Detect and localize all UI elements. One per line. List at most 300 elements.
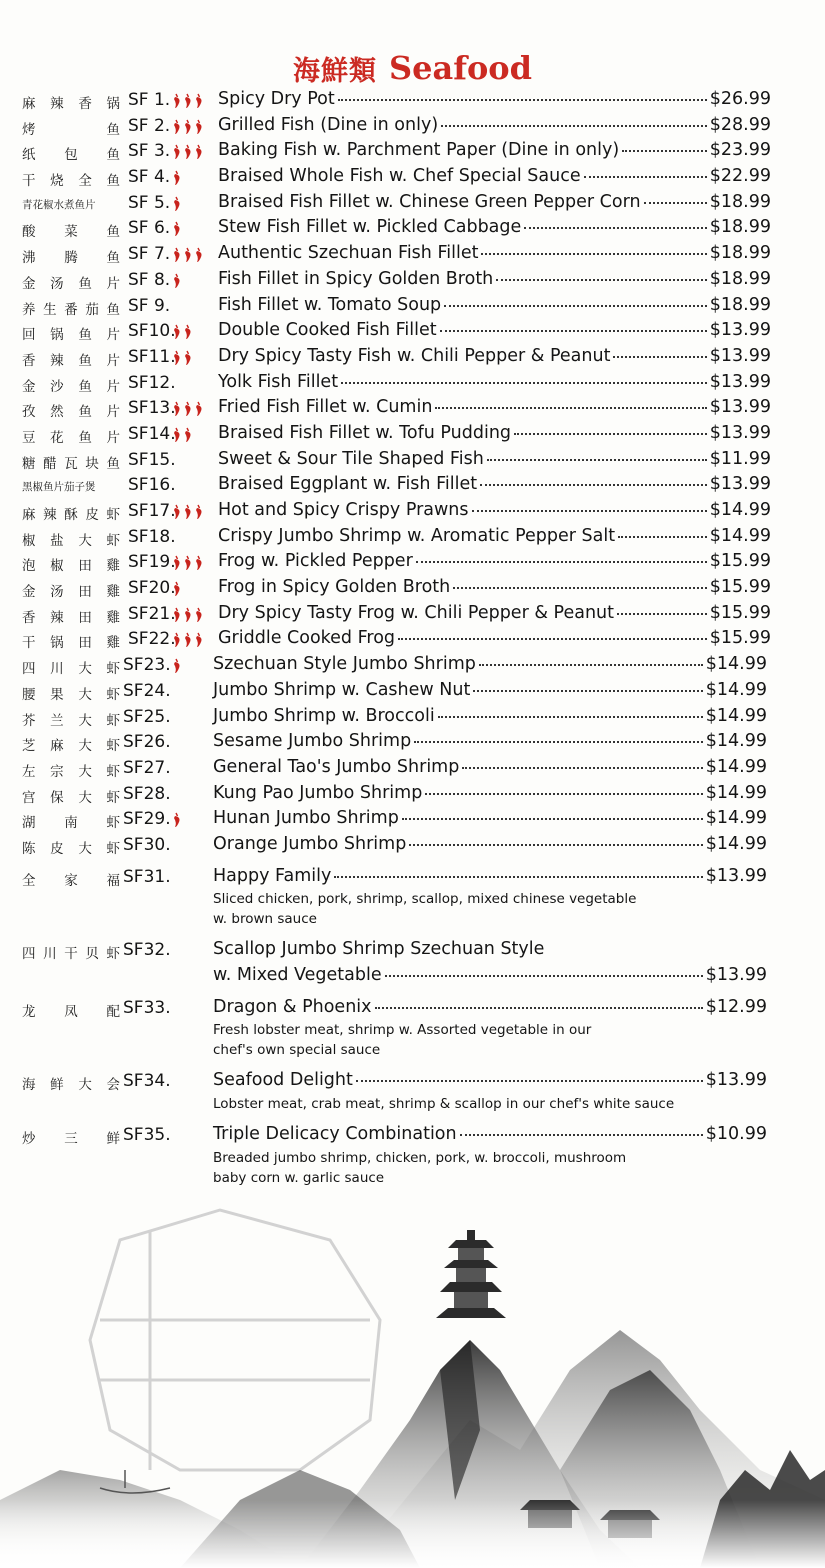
dot-leader: [375, 1006, 703, 1009]
item-price: $15.99: [709, 602, 771, 623]
menu-item[interactable]: [0, 551, 825, 577]
spice-level: [172, 581, 222, 597]
chili-pepper-icon: [174, 222, 180, 236]
chinese-name: 养 生 番 茄 鱼: [22, 301, 120, 318]
chili-pepper-icon: [185, 325, 191, 339]
item-name-line: [213, 1124, 767, 1148]
description-line: w. brown sauce: [213, 911, 317, 928]
item-name-line: [218, 577, 771, 601]
chili-pepper-icon: [174, 659, 180, 673]
dot-leader: [334, 875, 702, 878]
menu-item-row: [0, 217, 825, 243]
dot-leader: [416, 560, 707, 563]
item-price: $13.99: [709, 371, 771, 392]
menu-item[interactable]: [0, 140, 825, 166]
dot-leader: [473, 689, 702, 692]
chinese-name: 沸 腾 鱼: [22, 250, 120, 267]
menu-item-row: [0, 423, 825, 449]
item-name[interactable]: Kung Pao Jumbo Shrimp: [213, 782, 423, 803]
dot-leader: [524, 226, 706, 229]
menu-item[interactable]: [0, 939, 825, 996]
chili-pepper-icon: [185, 94, 191, 108]
item-description: [213, 889, 733, 929]
item-price: $18.99: [709, 294, 771, 315]
item-name-line: [213, 939, 767, 963]
item-name[interactable]: Happy Family: [213, 865, 332, 886]
item-price: $15.99: [709, 577, 771, 598]
chinese-name: 四 川 干 贝 虾: [22, 946, 120, 963]
item-name[interactable]: Scallop Jumbo Shrimp Szechuan Style: [213, 939, 545, 960]
item-name[interactable]: Dragon & Phoenix: [213, 996, 372, 1017]
chili-pepper-icon: [174, 556, 180, 570]
description-line: baby corn w. garlic sauce: [213, 1169, 385, 1186]
item-name-line: [213, 834, 767, 858]
menu-item-row: [0, 372, 825, 398]
dot-leader: [338, 98, 707, 101]
chinese-name: 豆 花 鱼 片: [22, 429, 120, 446]
item-name[interactable]: Sesame Jumbo Shrimp: [213, 731, 412, 752]
item-code: SF12.: [128, 372, 176, 393]
menu-item[interactable]: [0, 808, 825, 834]
chinese-name: 酸 菜 鱼: [22, 224, 120, 241]
item-name-line: [218, 423, 771, 447]
chinese-name: 腰 果 大 虾: [22, 686, 120, 703]
item-price: $14.99: [705, 756, 767, 777]
menu-item[interactable]: [0, 603, 825, 629]
item-price: $13.99: [705, 1070, 767, 1091]
menu-item-row: [0, 577, 825, 603]
item-name[interactable]: Stew Fish Fillet w. Pickled Cabbage: [218, 217, 522, 238]
dot-leader: [453, 586, 707, 589]
menu-item[interactable]: [0, 654, 825, 680]
chili-pepper-icon: [174, 582, 180, 596]
chinese-name: 海 鲜 大 会: [22, 1077, 120, 1094]
chili-pepper-icon: [185, 120, 191, 134]
menu-item-row: [0, 1124, 825, 1150]
spice-level: [172, 119, 222, 135]
spice-level: [172, 221, 222, 237]
dot-leader: [441, 124, 707, 127]
item-price: $13.99: [709, 345, 771, 366]
item-name[interactable]: Hunan Jumbo Shrimp: [213, 808, 399, 829]
item-code: SF10.: [128, 321, 176, 342]
chinese-name: 龙 凤 配: [22, 1003, 120, 1020]
menu-item-row: [0, 192, 825, 218]
menu-item[interactable]: [0, 320, 825, 346]
item-name[interactable]: Fish Fillet w. Tomato Soup: [218, 294, 442, 315]
menu-item[interactable]: [0, 680, 825, 706]
item-name-line: [218, 603, 771, 627]
chinese-name: 香 辣 田 雞: [22, 609, 120, 626]
item-name[interactable]: Hot and Spicy Crispy Prawns: [218, 500, 469, 520]
item-name-line: [218, 269, 771, 293]
item-code: SF 4.: [128, 167, 171, 188]
item-price: $18.99: [709, 268, 771, 289]
chili-pepper-icon: [196, 145, 202, 159]
item-name-line: [218, 320, 771, 344]
chili-pepper-icon: [185, 608, 191, 622]
item-name[interactable]: Frog w. Pickled Pepper: [218, 551, 413, 572]
spice-level: [172, 504, 222, 520]
item-name[interactable]: Fish Fillet in Spicy Golden Broth: [218, 268, 494, 289]
menu-item[interactable]: [0, 526, 825, 552]
chili-pepper-icon: [185, 402, 191, 416]
item-name[interactable]: Sweet & Sour Tile Shaped Fish: [218, 448, 484, 469]
item-code: SF14.: [128, 423, 176, 444]
item-code: SF18.: [128, 526, 176, 547]
description-line: Breaded jumbo shrimp, chicken, pork, w. broccoli, mushroom: [213, 1149, 627, 1166]
dot-leader: [618, 535, 707, 538]
item-name[interactable]: Braised Fish Fillet w. Chinese Green Pepper Corn: [218, 191, 641, 212]
chinese-name: 金 汤 鱼 片: [22, 275, 120, 292]
menu-item-row: [0, 166, 825, 192]
chinese-name: 麻 辣 酥 皮 虾: [22, 507, 120, 523]
chinese-name: 全 家 福: [22, 872, 120, 889]
menu-item[interactable]: [0, 166, 825, 192]
item-code: SF27.: [123, 757, 171, 778]
item-code: SF 9.: [128, 295, 171, 316]
item-price: $14.99: [709, 500, 771, 520]
landscape-illustration: [0, 1170, 825, 1568]
chili-pepper-icon: [174, 145, 180, 159]
item-name-line: [218, 89, 771, 113]
item-price: $14.99: [705, 654, 767, 675]
chinese-name: 纸 包 鱼: [22, 147, 120, 164]
chinese-name: 黑椒鱼片茄子煲: [22, 481, 96, 494]
item-name[interactable]: Jumbo Shrimp w. Broccoli: [213, 705, 435, 726]
item-name-line: [213, 706, 767, 730]
menu-item[interactable]: [0, 783, 825, 809]
item-name-line: [218, 372, 771, 396]
spice-level: [172, 93, 222, 109]
dot-leader: [398, 637, 707, 640]
menu-item-row: [0, 706, 825, 732]
chinese-name: 青花椒水煮鱼片: [22, 198, 96, 211]
menu-item-row: [0, 731, 825, 757]
item-price: $14.99: [705, 731, 767, 752]
chinese-name: 香 辣 鱼 片: [22, 352, 120, 369]
item-name[interactable]: Orange Jumbo Shrimp: [213, 833, 407, 854]
item-name[interactable]: Jumbo Shrimp w. Cashew Nut: [213, 679, 471, 700]
item-price: $22.99: [709, 166, 771, 187]
item-name-line: [213, 1070, 767, 1094]
item-name-line: [213, 965, 767, 989]
title-english: Seafood: [388, 49, 533, 87]
menu-item[interactable]: [0, 757, 825, 783]
chili-pepper-icon: [174, 274, 180, 288]
item-name[interactable]: Griddle Cooked Frog: [218, 628, 396, 649]
chili-pepper-icon: [174, 633, 180, 647]
dot-leader: [479, 663, 703, 666]
item-name[interactable]: Seafood Delight: [213, 1070, 353, 1091]
item-price: $14.99: [705, 782, 767, 803]
page-title: [0, 48, 825, 88]
item-code: SF21.: [128, 603, 176, 624]
item-code: SF25.: [123, 706, 171, 727]
menu-item[interactable]: [0, 397, 825, 423]
item-name-line: [218, 192, 771, 216]
item-price: $28.99: [709, 114, 771, 135]
menu-item[interactable]: [0, 731, 825, 757]
spice-level: [172, 607, 222, 623]
pagoda: [436, 1230, 506, 1318]
menu-item[interactable]: [0, 89, 825, 115]
chili-pepper-icon: [174, 197, 180, 211]
spice-level: [172, 427, 222, 443]
item-name[interactable]: Crispy Jumbo Shrimp w. Aromatic Pepper Salt: [218, 525, 616, 546]
chinese-name: 回 锅 鱼 片: [22, 327, 120, 344]
menu-item-row: [0, 295, 825, 321]
menu-item-row: [0, 628, 825, 654]
chili-pepper-icon: [196, 608, 202, 622]
item-price: $14.99: [705, 808, 767, 829]
chili-pepper-icon: [185, 248, 191, 262]
chili-pepper-icon: [174, 325, 180, 339]
menu-item[interactable]: [0, 295, 825, 321]
item-name[interactable]: General Tao's Jumbo Shrimp: [213, 756, 460, 777]
menu-item-row: [0, 500, 825, 526]
menu-item-row: [0, 680, 825, 706]
menu-item[interactable]: [0, 1070, 825, 1124]
dot-leader: [462, 766, 702, 769]
dot-leader: [613, 355, 706, 358]
menu-item[interactable]: [0, 834, 825, 866]
item-price: $13.99: [705, 965, 767, 985]
chili-pepper-icon: [185, 556, 191, 570]
chili-pepper-icon: [185, 145, 191, 159]
chinese-name: 糖 醋 瓦 块 鱼: [22, 455, 120, 472]
menu-item[interactable]: [0, 577, 825, 603]
dot-leader: [356, 1079, 703, 1082]
dot-leader: [472, 509, 707, 512]
item-price: $14.99: [705, 705, 767, 726]
dot-leader: [514, 432, 707, 435]
chinese-name: 左 宗 大 虾: [22, 763, 120, 780]
dot-leader: [480, 483, 707, 486]
item-name[interactable]: Braised Fish Fillet w. Tofu Pudding: [218, 422, 512, 443]
item-name[interactable]: Dry Spicy Tasty Frog w. Chili Pepper & Peanut: [218, 602, 615, 623]
item-name-line: [218, 500, 771, 524]
item-name[interactable]: w. Mixed Vegetable: [213, 965, 382, 985]
chili-pepper-icon: [174, 428, 180, 442]
menu-item-row: [0, 939, 825, 965]
menu-item[interactable]: [0, 346, 825, 372]
item-name-line: [218, 243, 771, 267]
item-name-line: [218, 449, 771, 473]
menu-item-row: [0, 115, 825, 141]
menu-list: [0, 89, 825, 1198]
item-code: SF30.: [123, 834, 171, 855]
item-name-line: [218, 140, 771, 164]
item-name[interactable]: Dry Spicy Tasty Fish w. Chili Pepper & Peanut: [218, 345, 611, 366]
chili-pepper-icon: [174, 248, 180, 262]
chinese-name: 陈 皮 大 虾: [22, 840, 120, 857]
item-description: [213, 1020, 733, 1060]
item-code: SF 1.: [128, 90, 171, 110]
item-code: SF 6.: [128, 218, 171, 239]
menu-item-row: [0, 140, 825, 166]
item-name-line: [218, 217, 771, 241]
menu-item[interactable]: [0, 474, 825, 500]
dot-leader: [402, 817, 703, 820]
item-name[interactable]: Spicy Dry Pot: [218, 89, 335, 109]
item-name[interactable]: Braised Eggplant w. Fish Fillet: [218, 474, 478, 495]
menu-item-row: [0, 783, 825, 809]
item-name[interactable]: Authentic Szechuan Fish Fillet: [218, 243, 479, 264]
dot-leader: [487, 458, 707, 461]
item-price: $13.99: [705, 865, 767, 886]
item-name[interactable]: Grilled Fish (Dine in only): [218, 114, 439, 135]
menu-item-row: [0, 474, 825, 500]
item-code: SF17.: [128, 501, 176, 521]
chili-pepper-icon: [196, 556, 202, 570]
menu-item-row: [0, 603, 825, 629]
item-price: $23.99: [709, 140, 771, 161]
item-code: SF24.: [123, 680, 171, 701]
item-name-line: [213, 731, 767, 755]
chinese-name: 湖 南 虾: [22, 815, 120, 832]
item-price: $15.99: [709, 551, 771, 572]
item-price: $18.99: [709, 243, 771, 264]
dot-leader: [438, 715, 703, 718]
item-name[interactable]: Yolk Fish Fillet: [218, 371, 339, 392]
item-name-line: [213, 757, 767, 781]
menu-item-row: [0, 654, 825, 680]
chili-pepper-icon: [174, 505, 180, 519]
chinese-name: 椒 盐 大 虾: [22, 532, 120, 549]
chili-pepper-icon: [196, 248, 202, 262]
spice-level: [172, 196, 222, 212]
dot-leader: [414, 740, 703, 743]
menu-item[interactable]: [0, 115, 825, 141]
item-name-line: [218, 397, 771, 421]
item-price: $14.99: [709, 525, 771, 546]
item-code: SF34.: [123, 1071, 171, 1092]
menu-item-row: [0, 808, 825, 834]
item-name-line: [218, 551, 771, 575]
menu-item[interactable]: [0, 423, 825, 449]
menu-item[interactable]: [0, 500, 825, 526]
item-name[interactable]: Triple Delicacy Combination: [213, 1124, 457, 1145]
spice-level: [172, 350, 222, 366]
item-code: SF32.: [123, 940, 171, 961]
menu-item[interactable]: [0, 243, 825, 269]
menu-item[interactable]: [0, 217, 825, 243]
chili-pepper-icon: [174, 94, 180, 108]
item-name-line: [218, 115, 771, 139]
dot-leader: [622, 149, 707, 152]
item-name[interactable]: Baking Fish w. Parchment Paper (Dine in only): [218, 140, 620, 161]
menu-item[interactable]: [0, 866, 825, 940]
item-name-line: [218, 346, 771, 370]
chili-pepper-icon: [174, 608, 180, 622]
chinese-name: 四 川 大 虾: [22, 661, 120, 678]
chinese-name: 芥 兰 大 虾: [22, 712, 120, 729]
menu-item[interactable]: [0, 192, 825, 218]
item-code: SF19.: [128, 552, 176, 573]
item-price: $13.99: [709, 422, 771, 443]
item-code: SF 7.: [128, 244, 171, 265]
menu-item[interactable]: [0, 997, 825, 1071]
menu-item[interactable]: [0, 269, 825, 295]
dot-leader: [460, 1133, 703, 1136]
chili-pepper-icon: [196, 94, 202, 108]
chinese-name: 芝 麻 大 虾: [22, 738, 120, 755]
item-name-line: [218, 526, 771, 550]
item-name-line: [218, 166, 771, 190]
spice-level: [172, 273, 222, 289]
menu-item-row: [0, 397, 825, 423]
menu-item[interactable]: [0, 372, 825, 398]
chili-pepper-icon: [185, 633, 191, 647]
dot-leader: [481, 252, 706, 255]
item-code: SF11.: [128, 346, 176, 367]
chinese-name: 金 汤 田 雞: [22, 584, 120, 601]
menu-item-row: [0, 346, 825, 372]
chili-pepper-icon: [185, 351, 191, 365]
chili-pepper-icon: [174, 813, 180, 827]
chinese-name: 泡 椒 田 雞: [22, 558, 120, 575]
chinese-name: 炒 三 鲜: [22, 1131, 120, 1148]
item-code: SF29.: [123, 809, 171, 830]
title-chinese: 海鮮類: [292, 55, 377, 87]
dot-leader: [425, 792, 702, 795]
item-name-line: [218, 474, 771, 498]
item-price: $12.99: [705, 996, 767, 1017]
spice-level: [172, 170, 222, 186]
item-code: SF13.: [128, 398, 176, 419]
menu-item[interactable]: [0, 449, 825, 475]
item-price: $13.99: [709, 320, 771, 341]
chili-pepper-icon: [196, 120, 202, 134]
menu-item-row: [0, 551, 825, 577]
item-code: SF26.: [123, 732, 171, 753]
menu-item-row: [0, 320, 825, 346]
item-code: SF16.: [128, 475, 176, 496]
item-price: $13.99: [709, 397, 771, 418]
menu-item-row: [0, 449, 825, 475]
item-name[interactable]: Szechuan Style Jumbo Shrimp: [213, 654, 476, 675]
item-name[interactable]: Double Cooked Fish Fillet: [218, 320, 437, 341]
chinese-name: 宫 保 大 虾: [22, 789, 120, 806]
item-price: $14.99: [705, 679, 767, 700]
item-name-line: [213, 783, 767, 807]
item-code: SF33.: [123, 997, 171, 1018]
menu-item[interactable]: [0, 706, 825, 732]
chinese-name: 孜 然 鱼 片: [22, 404, 120, 421]
dot-leader: [409, 843, 702, 846]
chili-pepper-icon: [174, 351, 180, 365]
chili-pepper-icon: [196, 402, 202, 416]
item-name[interactable]: Frog in Spicy Golden Broth: [218, 577, 451, 598]
spice-level: [172, 144, 222, 160]
chili-pepper-icon: [174, 120, 180, 134]
item-name[interactable]: Braised Whole Fish w. Chef Special Sauce: [218, 166, 581, 187]
menu-item[interactable]: [0, 628, 825, 654]
spice-level: [172, 247, 222, 263]
item-price: $13.99: [709, 474, 771, 495]
menu-item-row: [0, 757, 825, 783]
item-code: SF22.: [128, 629, 176, 650]
chili-pepper-icon: [174, 171, 180, 185]
chinese-name: 金 沙 鱼 片: [22, 378, 120, 395]
dot-leader: [435, 406, 706, 409]
menu-item-row: [0, 1070, 825, 1096]
item-name[interactable]: Fried Fish Fillet w. Cumin: [218, 397, 433, 418]
chinese-name: 干 烧 全 鱼: [22, 173, 120, 190]
item-code: SF23.: [123, 655, 171, 676]
item-code: SF35.: [123, 1125, 171, 1146]
